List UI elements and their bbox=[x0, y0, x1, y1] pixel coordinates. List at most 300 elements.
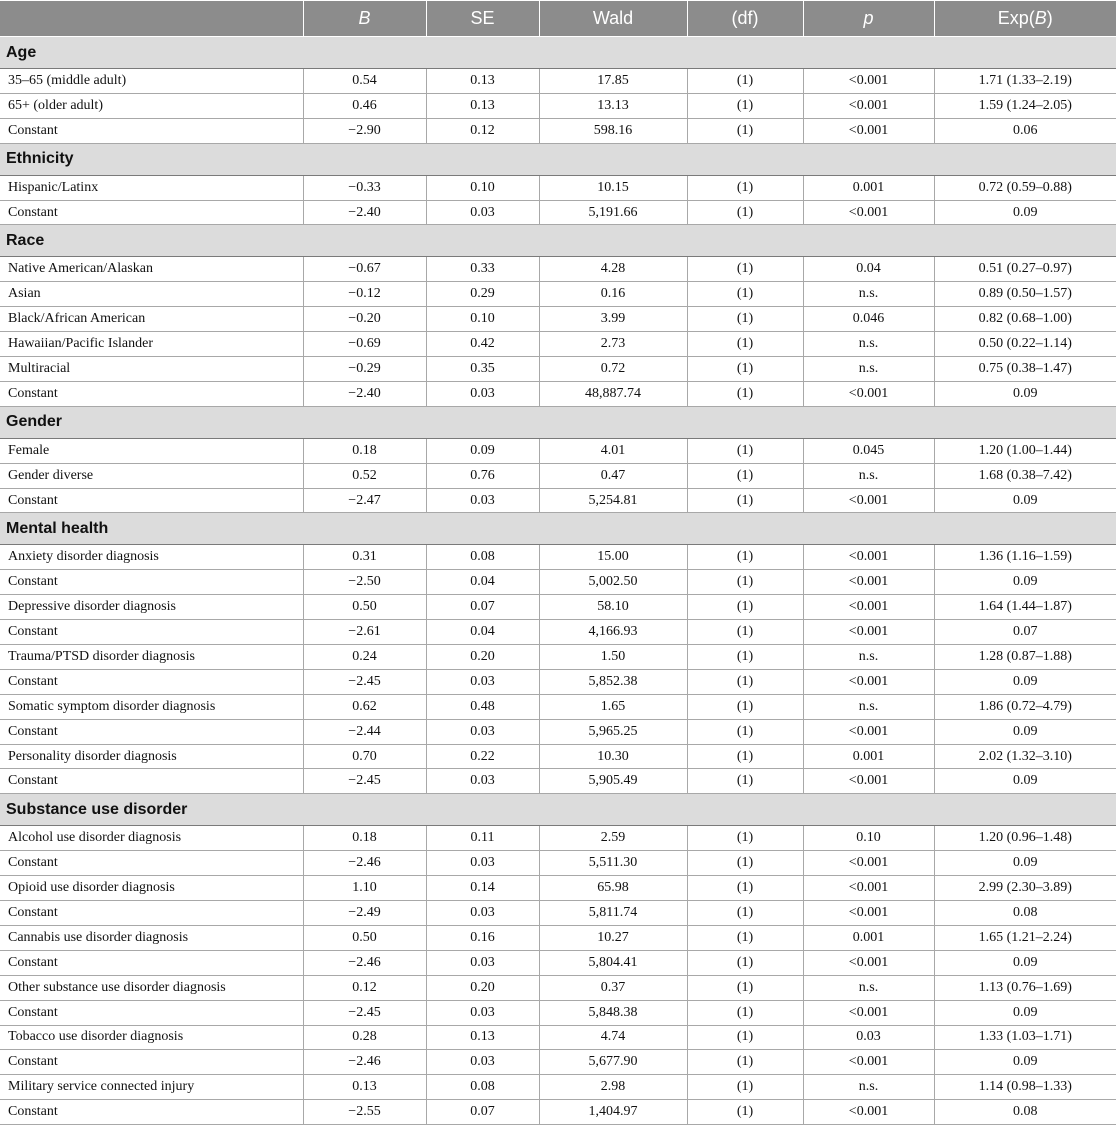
section-title: Age bbox=[0, 37, 1116, 69]
df-cell: (1) bbox=[687, 93, 803, 118]
p-cell: <0.001 bbox=[803, 1050, 934, 1075]
table-row bbox=[0, 719, 1116, 744]
b-cell: −2.46 bbox=[303, 950, 426, 975]
se-cell: 0.13 bbox=[426, 93, 539, 118]
exp-b-cell: 0.72 (0.59–0.88) bbox=[934, 175, 1116, 200]
table-row bbox=[0, 570, 1116, 595]
p-cell: <0.001 bbox=[803, 901, 934, 926]
header-wald: Wald bbox=[539, 1, 687, 37]
p-cell: <0.001 bbox=[803, 769, 934, 794]
variable-cell: Gender diverse bbox=[0, 463, 303, 488]
p-cell: n.s. bbox=[803, 975, 934, 1000]
wald-cell: 4.74 bbox=[539, 1025, 687, 1050]
b-cell: −2.40 bbox=[303, 381, 426, 406]
wald-cell: 1.65 bbox=[539, 694, 687, 719]
header-p bbox=[803, 1, 934, 37]
b-cell: −2.46 bbox=[303, 1050, 426, 1075]
variable-cell: Constant bbox=[0, 851, 303, 876]
wald-cell: 5,811.74 bbox=[539, 901, 687, 926]
se-cell: 0.03 bbox=[426, 1000, 539, 1025]
df-cell: (1) bbox=[687, 769, 803, 794]
wald-cell: 5,191.66 bbox=[539, 200, 687, 225]
variable-cell: Constant bbox=[0, 118, 303, 143]
variable-cell: Hawaiian/Pacific Islander bbox=[0, 332, 303, 357]
header-p-text: p bbox=[863, 8, 874, 28]
exp-b-cell: 2.99 (2.30–3.89) bbox=[934, 876, 1116, 901]
p-cell: n.s. bbox=[803, 694, 934, 719]
b-cell: 1.10 bbox=[303, 876, 426, 901]
table-row bbox=[0, 545, 1116, 570]
df-cell: (1) bbox=[687, 357, 803, 382]
exp-b-cell: 2.02 (1.32–3.10) bbox=[934, 744, 1116, 769]
variable-cell: Constant bbox=[0, 669, 303, 694]
section-title: Mental health bbox=[0, 513, 1116, 545]
wald-cell: 598.16 bbox=[539, 118, 687, 143]
wald-cell: 0.37 bbox=[539, 975, 687, 1000]
section-header-row bbox=[0, 794, 1116, 826]
variable-cell: 35–65 (middle adult) bbox=[0, 69, 303, 94]
exp-b-cell: 0.09 bbox=[934, 570, 1116, 595]
header-b-text: B bbox=[358, 8, 371, 28]
exp-b-cell: 0.07 bbox=[934, 620, 1116, 645]
se-cell: 0.48 bbox=[426, 694, 539, 719]
variable-cell: 65+ (older adult) bbox=[0, 93, 303, 118]
df-cell: (1) bbox=[687, 950, 803, 975]
p-cell: <0.001 bbox=[803, 669, 934, 694]
header-label bbox=[0, 1, 303, 37]
variable-cell: Somatic symptom disorder diagnosis bbox=[0, 694, 303, 719]
b-cell: −0.20 bbox=[303, 307, 426, 332]
b-cell: 0.50 bbox=[303, 925, 426, 950]
variable-cell: Multiracial bbox=[0, 357, 303, 382]
p-cell: <0.001 bbox=[803, 200, 934, 225]
p-cell: n.s. bbox=[803, 357, 934, 382]
se-cell: 0.14 bbox=[426, 876, 539, 901]
b-cell: −2.45 bbox=[303, 769, 426, 794]
p-cell: n.s. bbox=[803, 645, 934, 670]
wald-cell: 0.72 bbox=[539, 357, 687, 382]
wald-cell: 15.00 bbox=[539, 545, 687, 570]
df-cell: (1) bbox=[687, 851, 803, 876]
p-cell: 0.001 bbox=[803, 175, 934, 200]
table-body bbox=[0, 37, 1116, 1125]
table-row bbox=[0, 93, 1116, 118]
df-cell: (1) bbox=[687, 488, 803, 513]
wald-cell: 10.30 bbox=[539, 744, 687, 769]
table-row bbox=[0, 438, 1116, 463]
df-cell: (1) bbox=[687, 570, 803, 595]
variable-cell: Tobacco use disorder diagnosis bbox=[0, 1025, 303, 1050]
wald-cell: 2.59 bbox=[539, 826, 687, 851]
p-cell: 0.04 bbox=[803, 257, 934, 282]
p-cell: 0.046 bbox=[803, 307, 934, 332]
p-cell: <0.001 bbox=[803, 93, 934, 118]
se-cell: 0.03 bbox=[426, 851, 539, 876]
exp-b-cell: 0.51 (0.27–0.97) bbox=[934, 257, 1116, 282]
wald-cell: 3.99 bbox=[539, 307, 687, 332]
se-cell: 0.03 bbox=[426, 381, 539, 406]
p-cell: <0.001 bbox=[803, 545, 934, 570]
b-cell: −0.12 bbox=[303, 282, 426, 307]
wald-cell: 5,254.81 bbox=[539, 488, 687, 513]
variable-cell: Other substance use disorder diagnosis bbox=[0, 975, 303, 1000]
variable-cell: Constant bbox=[0, 488, 303, 513]
se-cell: 0.09 bbox=[426, 438, 539, 463]
se-cell: 0.20 bbox=[426, 645, 539, 670]
wald-cell: 0.47 bbox=[539, 463, 687, 488]
table-row bbox=[0, 876, 1116, 901]
p-cell: <0.001 bbox=[803, 488, 934, 513]
variable-cell: Native American/Alaskan bbox=[0, 257, 303, 282]
se-cell: 0.08 bbox=[426, 1075, 539, 1100]
b-cell: 0.13 bbox=[303, 1075, 426, 1100]
exp-b-cell: 0.09 bbox=[934, 488, 1116, 513]
b-cell: −2.90 bbox=[303, 118, 426, 143]
p-cell: <0.001 bbox=[803, 69, 934, 94]
exp-b-cell: 1.20 (1.00–1.44) bbox=[934, 438, 1116, 463]
variable-cell: Personality disorder diagnosis bbox=[0, 744, 303, 769]
wald-cell: 4.01 bbox=[539, 438, 687, 463]
table-row bbox=[0, 200, 1116, 225]
df-cell: (1) bbox=[687, 438, 803, 463]
se-cell: 0.16 bbox=[426, 925, 539, 950]
b-cell: −0.69 bbox=[303, 332, 426, 357]
exp-b-cell: 0.09 bbox=[934, 381, 1116, 406]
table-row bbox=[0, 1100, 1116, 1125]
table-row bbox=[0, 381, 1116, 406]
p-cell: <0.001 bbox=[803, 570, 934, 595]
se-cell: 0.03 bbox=[426, 488, 539, 513]
df-cell: (1) bbox=[687, 69, 803, 94]
p-cell: 0.10 bbox=[803, 826, 934, 851]
exp-b-cell: 0.75 (0.38–1.47) bbox=[934, 357, 1116, 382]
b-cell: −2.46 bbox=[303, 851, 426, 876]
variable-cell: Alcohol use disorder diagnosis bbox=[0, 826, 303, 851]
exp-b-cell: 1.13 (0.76–1.69) bbox=[934, 975, 1116, 1000]
wald-cell: 58.10 bbox=[539, 595, 687, 620]
exp-b-cell: 1.64 (1.44–1.87) bbox=[934, 595, 1116, 620]
se-cell: 0.03 bbox=[426, 950, 539, 975]
table-row bbox=[0, 488, 1116, 513]
exp-b-cell: 1.86 (0.72–4.79) bbox=[934, 694, 1116, 719]
table-row bbox=[0, 118, 1116, 143]
se-cell: 0.11 bbox=[426, 826, 539, 851]
se-cell: 0.03 bbox=[426, 200, 539, 225]
table-row bbox=[0, 851, 1116, 876]
se-cell: 0.03 bbox=[426, 901, 539, 926]
wald-cell: 10.15 bbox=[539, 175, 687, 200]
df-cell: (1) bbox=[687, 719, 803, 744]
section-header-row bbox=[0, 406, 1116, 438]
p-cell: n.s. bbox=[803, 332, 934, 357]
variable-cell: Constant bbox=[0, 200, 303, 225]
df-cell: (1) bbox=[687, 545, 803, 570]
table-row bbox=[0, 1025, 1116, 1050]
wald-cell: 4.28 bbox=[539, 257, 687, 282]
se-cell: 0.08 bbox=[426, 545, 539, 570]
table-header bbox=[0, 1, 1116, 37]
se-cell: 0.29 bbox=[426, 282, 539, 307]
b-cell: 0.52 bbox=[303, 463, 426, 488]
p-cell: <0.001 bbox=[803, 118, 934, 143]
wald-cell: 65.98 bbox=[539, 876, 687, 901]
b-cell: −2.47 bbox=[303, 488, 426, 513]
table-row bbox=[0, 901, 1116, 926]
variable-cell: Constant bbox=[0, 570, 303, 595]
variable-cell: Constant bbox=[0, 901, 303, 926]
wald-cell: 5,852.38 bbox=[539, 669, 687, 694]
table-row bbox=[0, 1075, 1116, 1100]
header-df: (df) bbox=[687, 1, 803, 37]
df-cell: (1) bbox=[687, 118, 803, 143]
wald-cell: 5,677.90 bbox=[539, 1050, 687, 1075]
table-row bbox=[0, 257, 1116, 282]
wald-cell: 13.13 bbox=[539, 93, 687, 118]
b-cell: −0.67 bbox=[303, 257, 426, 282]
se-cell: 0.33 bbox=[426, 257, 539, 282]
section-title: Gender bbox=[0, 406, 1116, 438]
se-cell: 0.20 bbox=[426, 975, 539, 1000]
b-cell: −2.40 bbox=[303, 200, 426, 225]
p-cell: 0.03 bbox=[803, 1025, 934, 1050]
exp-b-cell: 0.89 (0.50–1.57) bbox=[934, 282, 1116, 307]
b-cell: 0.50 bbox=[303, 595, 426, 620]
table-row bbox=[0, 175, 1116, 200]
p-cell: <0.001 bbox=[803, 1000, 934, 1025]
df-cell: (1) bbox=[687, 826, 803, 851]
variable-cell: Depressive disorder diagnosis bbox=[0, 595, 303, 620]
se-cell: 0.03 bbox=[426, 669, 539, 694]
df-cell: (1) bbox=[687, 901, 803, 926]
variable-cell: Opioid use disorder diagnosis bbox=[0, 876, 303, 901]
se-cell: 0.76 bbox=[426, 463, 539, 488]
b-cell: 0.62 bbox=[303, 694, 426, 719]
exp-b-cell: 0.82 (0.68–1.00) bbox=[934, 307, 1116, 332]
df-cell: (1) bbox=[687, 1050, 803, 1075]
exp-b-cell: 0.08 bbox=[934, 1100, 1116, 1125]
p-cell: 0.045 bbox=[803, 438, 934, 463]
variable-cell: Asian bbox=[0, 282, 303, 307]
b-cell: −0.29 bbox=[303, 357, 426, 382]
df-cell: (1) bbox=[687, 694, 803, 719]
se-cell: 0.12 bbox=[426, 118, 539, 143]
b-cell: −2.45 bbox=[303, 1000, 426, 1025]
table-row bbox=[0, 769, 1116, 794]
se-cell: 0.13 bbox=[426, 1025, 539, 1050]
p-cell: n.s. bbox=[803, 282, 934, 307]
section-header-row bbox=[0, 513, 1116, 545]
b-cell: 0.54 bbox=[303, 69, 426, 94]
se-cell: 0.22 bbox=[426, 744, 539, 769]
df-cell: (1) bbox=[687, 1100, 803, 1125]
se-cell: 0.13 bbox=[426, 69, 539, 94]
b-cell: −2.44 bbox=[303, 719, 426, 744]
section-header-row bbox=[0, 37, 1116, 69]
variable-cell: Constant bbox=[0, 1000, 303, 1025]
variable-cell: Military service connected injury bbox=[0, 1075, 303, 1100]
exp-b-cell: 0.06 bbox=[934, 118, 1116, 143]
b-cell: −2.55 bbox=[303, 1100, 426, 1125]
wald-cell: 2.73 bbox=[539, 332, 687, 357]
p-cell: <0.001 bbox=[803, 595, 934, 620]
se-cell: 0.04 bbox=[426, 570, 539, 595]
exp-b-cell: 0.08 bbox=[934, 901, 1116, 926]
df-cell: (1) bbox=[687, 1075, 803, 1100]
p-cell: <0.001 bbox=[803, 620, 934, 645]
table-row bbox=[0, 463, 1116, 488]
se-cell: 0.35 bbox=[426, 357, 539, 382]
exp-b-cell: 0.09 bbox=[934, 1050, 1116, 1075]
p-cell: 0.001 bbox=[803, 925, 934, 950]
table-row bbox=[0, 826, 1116, 851]
header-b bbox=[303, 1, 426, 37]
wald-cell: 17.85 bbox=[539, 69, 687, 94]
table-row bbox=[0, 645, 1116, 670]
table-row bbox=[0, 307, 1116, 332]
exp-b-cell: 1.28 (0.87–1.88) bbox=[934, 645, 1116, 670]
b-cell: 0.18 bbox=[303, 438, 426, 463]
df-cell: (1) bbox=[687, 744, 803, 769]
wald-cell: 10.27 bbox=[539, 925, 687, 950]
variable-cell: Constant bbox=[0, 1100, 303, 1125]
b-cell: 0.28 bbox=[303, 1025, 426, 1050]
variable-cell: Constant bbox=[0, 1050, 303, 1075]
section-title: Race bbox=[0, 225, 1116, 257]
se-cell: 0.10 bbox=[426, 175, 539, 200]
exp-b-cell: 1.68 (0.38–7.42) bbox=[934, 463, 1116, 488]
b-cell: −2.61 bbox=[303, 620, 426, 645]
wald-cell: 5,511.30 bbox=[539, 851, 687, 876]
exp-b-cell: 0.09 bbox=[934, 669, 1116, 694]
variable-cell: Anxiety disorder diagnosis bbox=[0, 545, 303, 570]
wald-cell: 1.50 bbox=[539, 645, 687, 670]
header-exp-b bbox=[934, 1, 1116, 37]
p-cell: n.s. bbox=[803, 463, 934, 488]
exp-b-cell: 1.20 (0.96–1.48) bbox=[934, 826, 1116, 851]
p-cell: 0.001 bbox=[803, 744, 934, 769]
header-se: SE bbox=[426, 1, 539, 37]
header-row bbox=[0, 1, 1116, 37]
variable-cell: Constant bbox=[0, 950, 303, 975]
df-cell: (1) bbox=[687, 381, 803, 406]
exp-b-cell: 1.71 (1.33–2.19) bbox=[934, 69, 1116, 94]
se-cell: 0.07 bbox=[426, 595, 539, 620]
b-cell: 0.46 bbox=[303, 93, 426, 118]
df-cell: (1) bbox=[687, 595, 803, 620]
p-cell: <0.001 bbox=[803, 851, 934, 876]
df-cell: (1) bbox=[687, 925, 803, 950]
variable-cell: Constant bbox=[0, 620, 303, 645]
exp-b-cell: 1.33 (1.03–1.71) bbox=[934, 1025, 1116, 1050]
df-cell: (1) bbox=[687, 463, 803, 488]
se-cell: 0.10 bbox=[426, 307, 539, 332]
table-row bbox=[0, 1050, 1116, 1075]
table-row bbox=[0, 950, 1116, 975]
df-cell: (1) bbox=[687, 669, 803, 694]
wald-cell: 5,905.49 bbox=[539, 769, 687, 794]
table-row bbox=[0, 925, 1116, 950]
p-cell: n.s. bbox=[803, 1075, 934, 1100]
wald-cell: 0.16 bbox=[539, 282, 687, 307]
table-row bbox=[0, 620, 1116, 645]
b-cell: 0.12 bbox=[303, 975, 426, 1000]
section-header-row bbox=[0, 143, 1116, 175]
section-title: Ethnicity bbox=[0, 143, 1116, 175]
table-row bbox=[0, 595, 1116, 620]
wald-cell: 5,965.25 bbox=[539, 719, 687, 744]
b-cell: 0.70 bbox=[303, 744, 426, 769]
exp-b-cell: 0.09 bbox=[934, 851, 1116, 876]
df-cell: (1) bbox=[687, 282, 803, 307]
table-row bbox=[0, 69, 1116, 94]
df-cell: (1) bbox=[687, 1000, 803, 1025]
exp-b-cell: 0.09 bbox=[934, 200, 1116, 225]
b-cell: −0.33 bbox=[303, 175, 426, 200]
se-cell: 0.07 bbox=[426, 1100, 539, 1125]
p-cell: <0.001 bbox=[803, 381, 934, 406]
table-row bbox=[0, 669, 1116, 694]
wald-cell: 4,166.93 bbox=[539, 620, 687, 645]
p-cell: <0.001 bbox=[803, 876, 934, 901]
df-cell: (1) bbox=[687, 307, 803, 332]
exp-b-cell: 1.65 (1.21–2.24) bbox=[934, 925, 1116, 950]
section-header-row bbox=[0, 225, 1116, 257]
table-row bbox=[0, 975, 1116, 1000]
df-cell: (1) bbox=[687, 175, 803, 200]
df-cell: (1) bbox=[687, 620, 803, 645]
header-exp-prefix: Exp( bbox=[997, 8, 1035, 28]
b-cell: 0.24 bbox=[303, 645, 426, 670]
variable-cell: Constant bbox=[0, 719, 303, 744]
header-exp-b-text: B bbox=[1034, 8, 1047, 28]
table-row bbox=[0, 694, 1116, 719]
variable-cell: Trauma/PTSD disorder diagnosis bbox=[0, 645, 303, 670]
wald-cell: 1,404.97 bbox=[539, 1100, 687, 1125]
exp-b-cell: 1.36 (1.16–1.59) bbox=[934, 545, 1116, 570]
exp-b-cell: 1.14 (0.98–1.33) bbox=[934, 1075, 1116, 1100]
exp-b-cell: 0.50 (0.22–1.14) bbox=[934, 332, 1116, 357]
variable-cell: Cannabis use disorder diagnosis bbox=[0, 925, 303, 950]
wald-cell: 5,804.41 bbox=[539, 950, 687, 975]
p-cell: <0.001 bbox=[803, 719, 934, 744]
b-cell: −2.45 bbox=[303, 669, 426, 694]
table-row bbox=[0, 332, 1116, 357]
table-row bbox=[0, 1000, 1116, 1025]
exp-b-cell: 0.09 bbox=[934, 719, 1116, 744]
table-row bbox=[0, 744, 1116, 769]
variable-cell: Female bbox=[0, 438, 303, 463]
exp-b-cell: 1.59 (1.24–2.05) bbox=[934, 93, 1116, 118]
b-cell: −2.49 bbox=[303, 901, 426, 926]
variable-cell: Black/African American bbox=[0, 307, 303, 332]
wald-cell: 48,887.74 bbox=[539, 381, 687, 406]
df-cell: (1) bbox=[687, 200, 803, 225]
wald-cell: 5,002.50 bbox=[539, 570, 687, 595]
se-cell: 0.03 bbox=[426, 1050, 539, 1075]
table-row bbox=[0, 357, 1116, 382]
df-cell: (1) bbox=[687, 876, 803, 901]
df-cell: (1) bbox=[687, 645, 803, 670]
wald-cell: 5,848.38 bbox=[539, 1000, 687, 1025]
df-cell: (1) bbox=[687, 1025, 803, 1050]
variable-cell: Constant bbox=[0, 769, 303, 794]
table-row bbox=[0, 282, 1116, 307]
variable-cell: Constant bbox=[0, 381, 303, 406]
wald-cell: 2.98 bbox=[539, 1075, 687, 1100]
df-cell: (1) bbox=[687, 257, 803, 282]
b-cell: 0.18 bbox=[303, 826, 426, 851]
p-cell: <0.001 bbox=[803, 950, 934, 975]
